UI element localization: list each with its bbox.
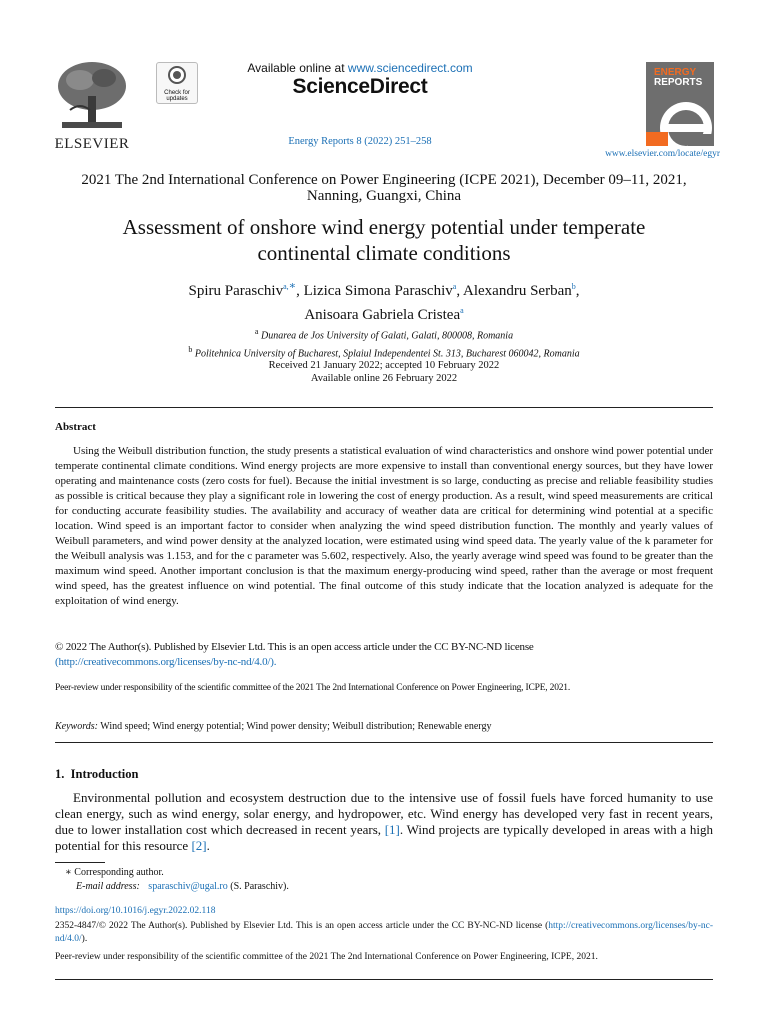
online-date: Available online 26 February 2022 <box>310 373 458 384</box>
author-2: Lizica Simona Paraschiv <box>303 283 453 299</box>
paper-title-line-1: Assessment of onshore wind energy potential under temperate <box>122 215 646 239</box>
affiliation-a <box>60 325 708 343</box>
author-1: Spiru Paraschiv <box>188 283 284 299</box>
journal-homepage-link[interactable]: www.elsevier.com/locate/egyr <box>605 149 720 159</box>
sciencedirect-link[interactable]: www.sciencedirect.com <box>347 61 473 75</box>
author-sep-3: , <box>575 283 580 299</box>
author-1-affil[interactable]: a, <box>283 282 289 291</box>
intro-text-1: Environmental pollution and ecosystem destruction due to the intensive use of fossil fuels have forced humanity to use clean energy, such as wind energy, solar energy, and hydropower, etc. Wind energy has developed very fast in recent years, due to lower installation cost which decreased in recent years, <box>55 790 713 837</box>
journal-cover[interactable] <box>646 62 714 146</box>
author-2-affil[interactable]: a <box>452 282 457 291</box>
intro-text-2: . Wind projects are typically developed in areas with a high potential for this resource <box>55 822 713 853</box>
footer-license-text: 2352-4847/© 2022 The Author(s). Published by Elsevier Ltd. This is an open access article under the CC BY-NC-ND license ( <box>55 921 549 931</box>
paper-title <box>60 214 708 266</box>
affiliation-b-mark: b <box>188 345 193 355</box>
copyright-line: © 2022 The Author(s). Published by Elsevier Ltd. This is an open access article under the CC BY-NC-ND license <box>55 641 534 653</box>
intro-body <box>55 790 713 854</box>
intro-heading: 1. Introduction <box>55 767 139 781</box>
elsevier-logo <box>52 60 132 152</box>
check-updates-badge[interactable] <box>156 62 198 104</box>
footnote-star: ∗ <box>65 867 72 878</box>
doi-link[interactable]: https://doi.org/10.1016/j.egyr.2022.02.118 <box>55 906 216 916</box>
paper-title-line-2: continental climate conditions <box>257 241 511 265</box>
cover-title-2: REPORTS <box>654 77 703 88</box>
cover-e-logo-icon <box>646 88 714 146</box>
abstract-heading: Abstract <box>55 421 96 433</box>
cover-title-1: ENERGY <box>654 67 697 78</box>
author-list <box>60 276 708 325</box>
ref-1-link[interactable]: [1] <box>384 822 400 837</box>
available-online <box>200 61 520 75</box>
divider-bottom <box>55 742 713 743</box>
keywords-label: Keywords: <box>55 721 98 732</box>
author-sep-1: , <box>296 283 300 299</box>
elsevier-wordmark: ELSEVIER <box>54 136 130 152</box>
received-date: Received 21 January 2022; accepted 10 February 2022 <box>268 360 500 371</box>
check-updates-icon <box>167 65 187 85</box>
affiliation-b-text: Politehnica University of Bucharest, Splaiul Independentei St. 313, Bucharest 060042, Romania <box>194 348 580 360</box>
intro-text-3: . <box>206 838 210 853</box>
available-prefix: Available online at <box>247 61 345 75</box>
footer-rule <box>55 979 713 980</box>
author-4: Anisoara Gabriela Cristea <box>304 307 461 323</box>
footnote <box>55 866 713 894</box>
author-3: Alexandru Serban <box>463 283 572 299</box>
keywords <box>55 720 713 733</box>
sciencedirect-wordmark: ScienceDirect <box>292 75 428 98</box>
affiliations <box>60 325 708 362</box>
divider-top <box>55 407 713 408</box>
email-owner: (S. Paraschiv). <box>230 881 289 892</box>
article-dates <box>60 359 708 385</box>
footnote-rule <box>55 862 105 863</box>
affiliation-a-text: Dunarea de Jos University of Galati, Galati, 800008, Romania <box>260 330 514 342</box>
author-1-corresponding-star[interactable]: ∗ <box>288 280 297 292</box>
author-4-affil[interactable]: a <box>460 306 464 315</box>
footer-license-suffix: ). <box>81 934 88 944</box>
check-updates-text-2: updates <box>166 96 188 102</box>
email-link[interactable]: sparaschiv@ugal.ro <box>148 881 228 892</box>
abstract-body: Using the Weibull distribution function, the study presents a statistical evaluation of wind characteristics and onshore wind power potential under temperate continental climate conditions. Wind energy projects are more expensive to install than conventional energy sources, but they have lower operating and maintenance costs (zero costs for fuel). Because the initial investment is so large, conducting as precise and reliable feasibility studies as possible is critical because they play a significant role in lowering the cost of energy production. As a result, wind speed measurements are critical for conducting accurate feasibility studies. The availability and accuracy of weather data are critical for determining wind potential at a specific location. Wind speed is an important factor to consider when analyzing the wind speed distribution function. The monthly and yearly values of Weibull parameters, and wind power density at the analyzed location, were estimated using wind speed data. The yearly value of the k parameter for the Weibull analysis was 1.153, and for the c parameter was 5.602, respectively. Also, the yearly average wind speed was found to be greater than the maximum wind speed. Another important conclusion is that the maximum energy-producing wind speed, rather than the average or most frequent wind speed, has the greatest influence on wind potential. The final outcome of this study indicate that the location analyzed is adequate for the exploitation of wind energy. <box>55 445 713 607</box>
footer-license <box>55 920 713 946</box>
author-3-affil[interactable]: b <box>571 282 576 291</box>
footnote-email <box>55 880 713 894</box>
footnote-corresponding-text: Corresponding author. <box>74 867 164 878</box>
elsevier-tree-icon <box>52 60 132 130</box>
license-link[interactable]: (http://creativecommons.org/licenses/by-nc-nd/4.0/). <box>55 656 277 668</box>
ref-2-link[interactable]: [2] <box>191 838 207 853</box>
journal-reference[interactable]: Energy Reports 8 (2022) 251–258 <box>288 136 432 147</box>
email-label: E-mail address: <box>76 881 140 892</box>
author-sep-2: , <box>456 283 461 299</box>
footer-peer-review: Peer-review under responsibility of the scientific committee of the 2021 The 2nd International Conference on Power Engineering, ICPE, 2021. <box>55 952 598 962</box>
conference-name: 2021 The 2nd International Conference on Power Engineering (ICPE 2021), December 09–11, 2021, Nanning, Guangxi, China <box>81 172 687 204</box>
footnote-corresponding <box>55 866 713 880</box>
keywords-text: Wind speed; Wind energy potential; Wind power density; Weibull distribution; Renewable energy <box>100 721 492 732</box>
affiliation-a-mark: a <box>254 327 259 336</box>
abstract-peer-review: Peer-review under responsibility of the scientific committee of the 2021 The 2nd International Conference on Power Engineering, ICPE, 2021. <box>55 683 571 693</box>
check-updates-text-1: Check for <box>164 90 190 96</box>
footer-license-link[interactable]: http://creativecommons.org/licenses/by-nc-nd/4.0/ <box>55 921 713 944</box>
abstract-copyright <box>55 640 713 670</box>
